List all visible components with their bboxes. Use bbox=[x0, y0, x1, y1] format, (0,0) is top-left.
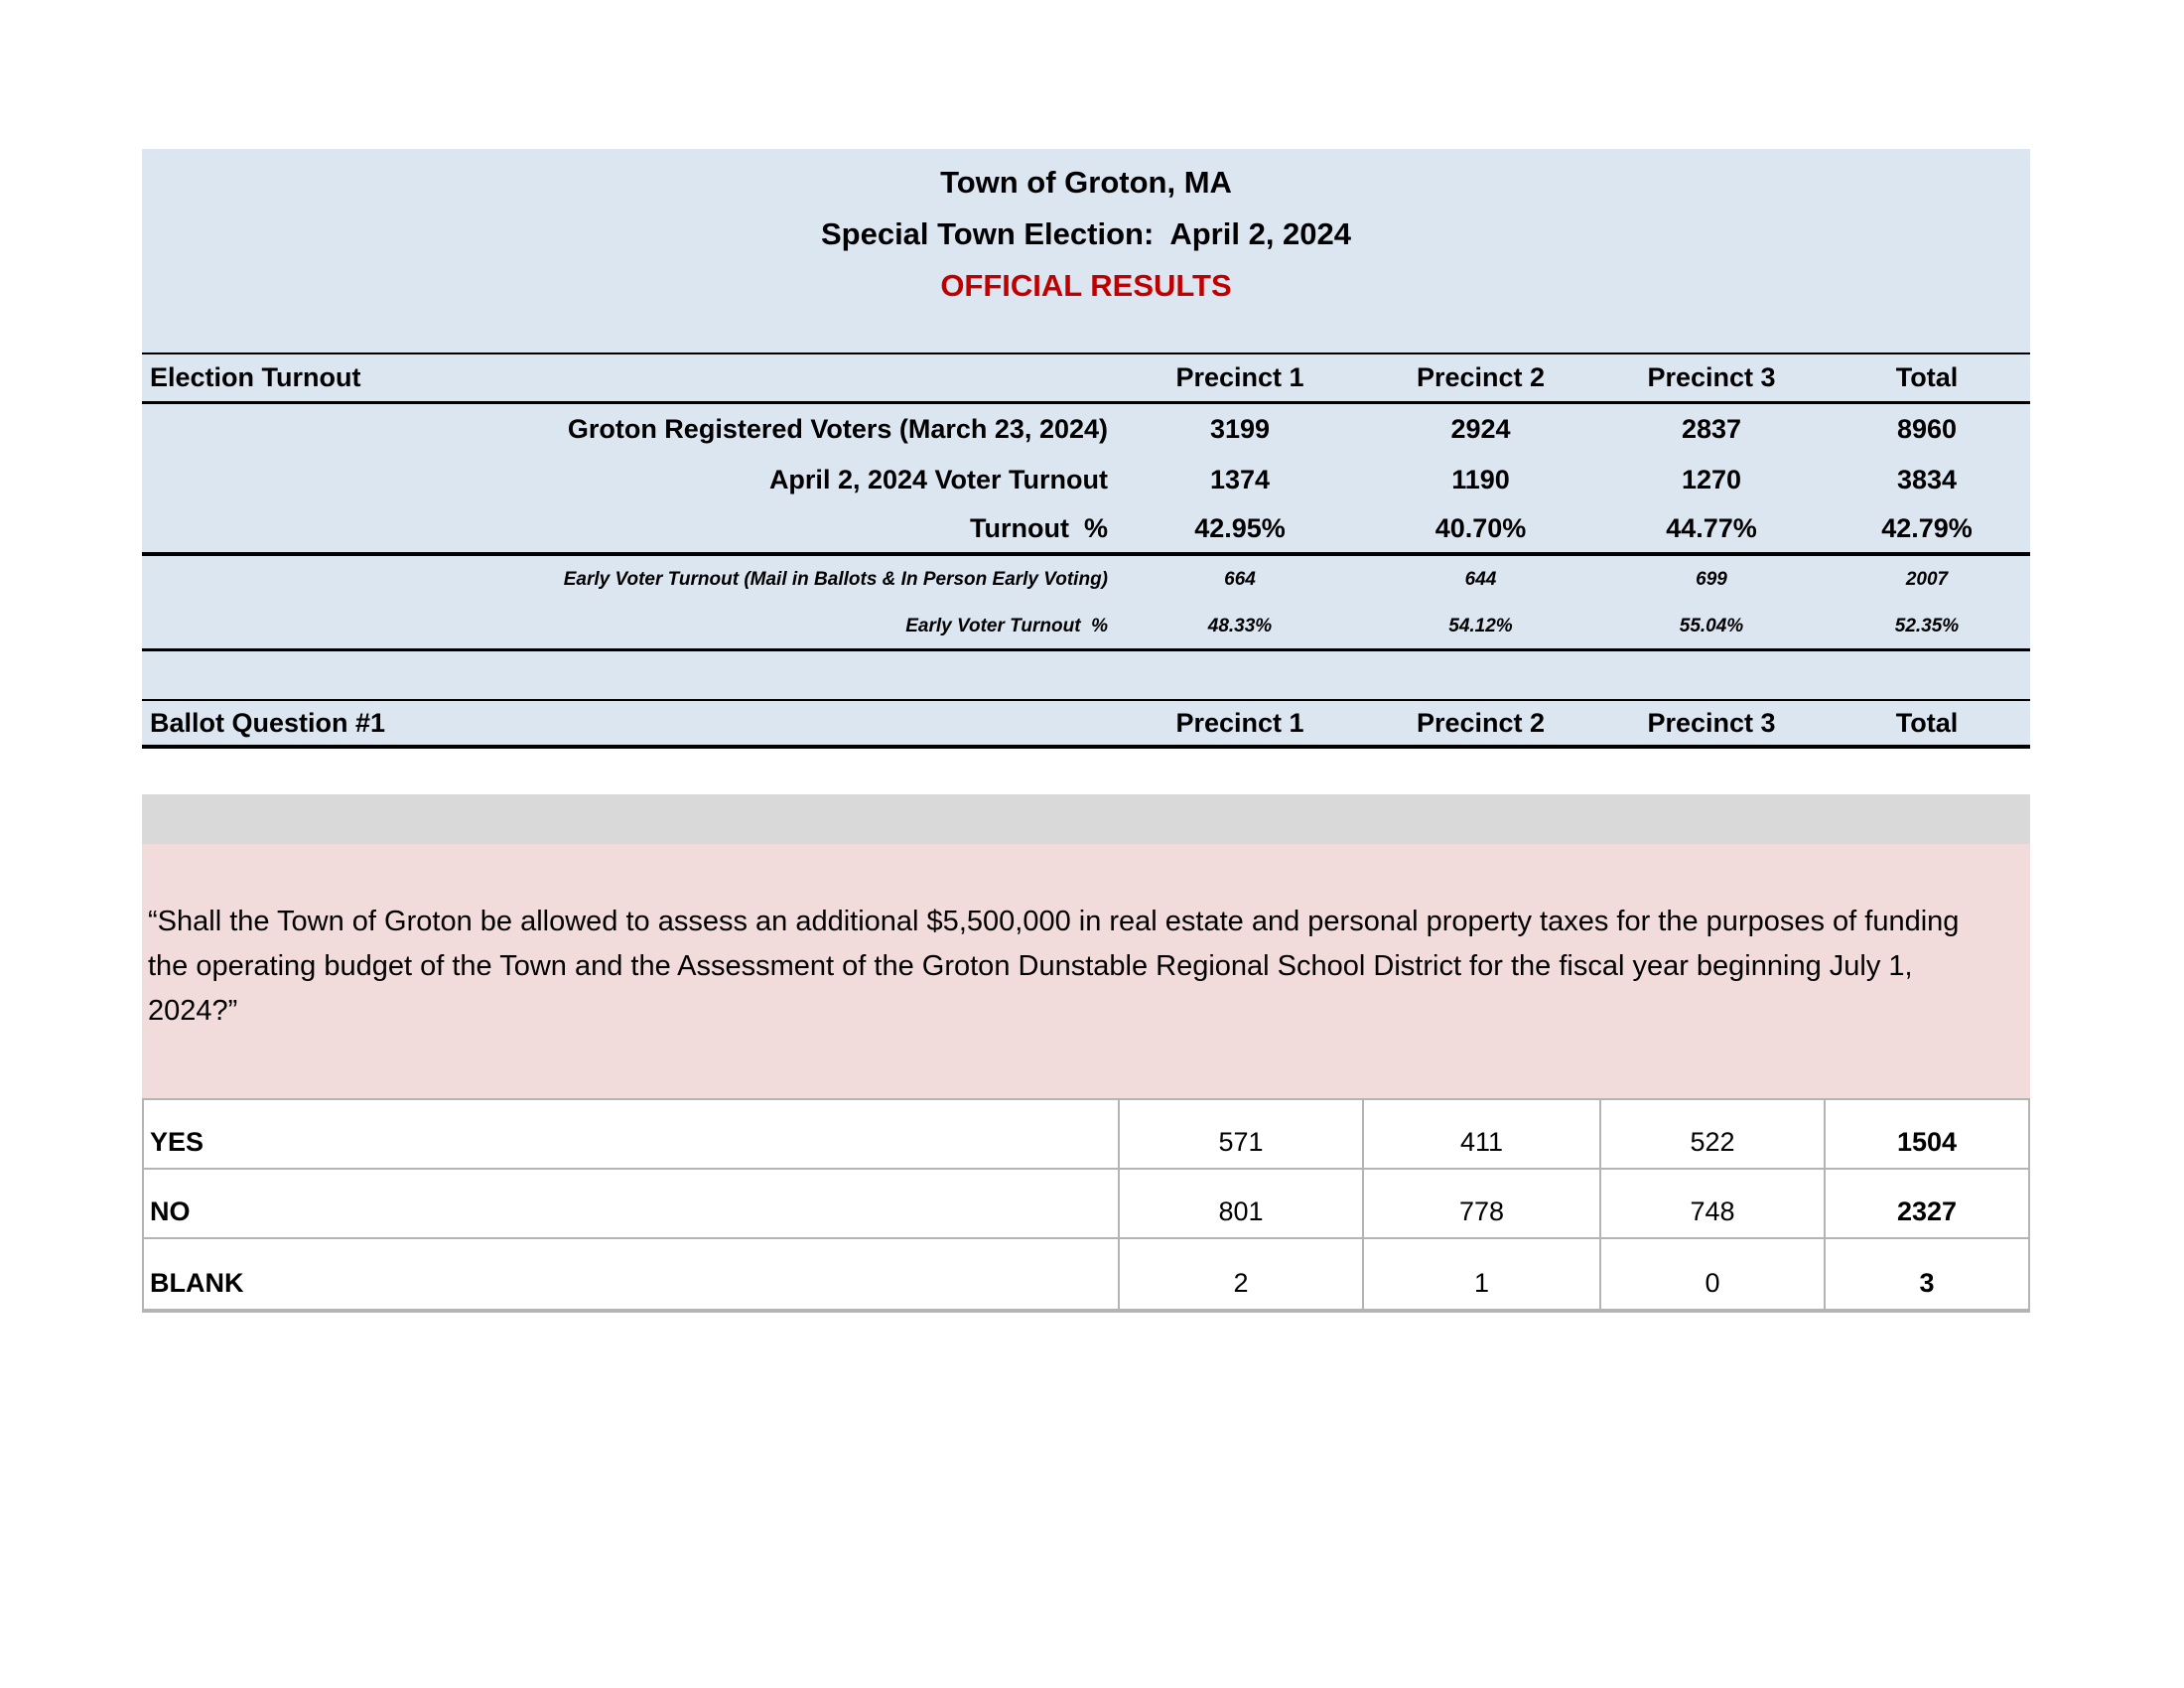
cell-value: 0 bbox=[1599, 1239, 1824, 1309]
official-results-label: OFFICIAL RESULTS bbox=[940, 268, 1232, 303]
table-row-early-voter-turnout bbox=[142, 556, 2030, 604]
ballot-results-table bbox=[142, 1098, 2030, 1313]
turnout-header-label: Election Turnout bbox=[150, 362, 361, 392]
table-row-yes bbox=[144, 1100, 2028, 1170]
row-label: NO bbox=[150, 1196, 191, 1226]
cell-value: 2924 bbox=[1450, 414, 1511, 444]
row-label: YES bbox=[150, 1127, 205, 1157]
cell-value: 54.12% bbox=[1448, 615, 1513, 636]
ballot-question-text: “Shall the Town of Groton be allowed to assess an additional $5,500,000 in real estate and personal property taxes for the purposes of funding the operating budget of the Town and the Assessment of the Groton Dunstable Regional School District for the fiscal year beginning July 1, 2024?” bbox=[148, 906, 1960, 1027]
column-header-precinct-1: Precinct 1 bbox=[1175, 707, 1304, 738]
cell-value: 1 bbox=[1362, 1239, 1599, 1309]
cell-value: 664 bbox=[1224, 569, 1256, 590]
cell-value: 42.79% bbox=[1881, 513, 1973, 543]
cell-value: 1374 bbox=[1209, 465, 1271, 494]
document-body bbox=[142, 149, 2030, 1313]
row-label: Early Voter Turnout % bbox=[905, 615, 1108, 636]
cell-value: 778 bbox=[1362, 1170, 1599, 1237]
cell-value: 52.35% bbox=[1894, 615, 1960, 636]
cell-value: 44.77% bbox=[1666, 513, 1757, 543]
column-header-precinct-3: Precinct 3 bbox=[1647, 707, 1776, 738]
cell-value: 42.95% bbox=[1194, 513, 1286, 543]
cell-value: 3834 bbox=[1896, 465, 1958, 494]
ballot-question-block bbox=[142, 844, 2030, 1098]
spacer-row bbox=[142, 651, 2030, 701]
row-label: Early Voter Turnout (Mail in Ballots & In Person Early Voting) bbox=[563, 569, 1108, 590]
gray-band bbox=[142, 794, 2030, 844]
title-block bbox=[142, 149, 2030, 352]
column-header-total: Total bbox=[1895, 362, 1959, 392]
row-label: Groton Registered Voters (March 23, 2024) bbox=[567, 414, 1108, 444]
ballot-question-label: Ballot Question #1 bbox=[150, 707, 386, 738]
cell-value: 522 bbox=[1599, 1100, 1824, 1168]
cell-total: 2327 bbox=[1824, 1170, 2028, 1237]
column-header-precinct-2: Precinct 2 bbox=[1416, 707, 1546, 738]
cell-value: 1190 bbox=[1451, 465, 1510, 494]
cell-value: 3199 bbox=[1209, 414, 1271, 444]
column-header-total: Total bbox=[1895, 707, 1959, 738]
cell-value: 411 bbox=[1362, 1100, 1599, 1168]
cell-value: 40.70% bbox=[1434, 513, 1527, 543]
table-row-registered-voters bbox=[142, 404, 2030, 455]
row-label: BLANK bbox=[150, 1268, 244, 1298]
cell-total: 1504 bbox=[1824, 1100, 2028, 1168]
cell-value: 8960 bbox=[1896, 414, 1958, 444]
ballot-question-header-row bbox=[142, 701, 2030, 749]
cell-value: 644 bbox=[1464, 569, 1497, 590]
cell-value: 748 bbox=[1599, 1170, 1824, 1237]
cell-value: 2837 bbox=[1681, 414, 1742, 444]
cell-value: 1270 bbox=[1681, 465, 1742, 494]
table-row-turnout-percent bbox=[142, 505, 2030, 556]
column-header-precinct-2: Precinct 2 bbox=[1416, 362, 1546, 392]
row-label: April 2, 2024 Voter Turnout bbox=[768, 465, 1108, 494]
cell-total: 3 bbox=[1824, 1239, 2028, 1309]
cell-value: 2007 bbox=[1905, 569, 1949, 590]
cell-value: 571 bbox=[1118, 1100, 1362, 1168]
table-row-no bbox=[144, 1170, 2028, 1239]
cell-value: 801 bbox=[1118, 1170, 1362, 1237]
column-header-precinct-3: Precinct 3 bbox=[1647, 362, 1776, 392]
column-header-precinct-1: Precinct 1 bbox=[1175, 362, 1304, 392]
cell-value: 48.33% bbox=[1207, 615, 1273, 636]
doc-subtitle: Special Town Election: April 2, 2024 bbox=[820, 216, 1352, 251]
table-row-early-voter-percent bbox=[142, 604, 2030, 651]
doc-title: Town of Groton, MA bbox=[940, 165, 1232, 200]
table-row-voter-turnout bbox=[142, 455, 2030, 505]
table-row-blank bbox=[144, 1239, 2028, 1309]
white-gap bbox=[142, 749, 2030, 794]
row-label: Turnout % bbox=[970, 513, 1108, 543]
cell-value: 699 bbox=[1696, 569, 1727, 590]
cell-value: 55.04% bbox=[1679, 615, 1744, 636]
cell-value: 2 bbox=[1118, 1239, 1362, 1309]
turnout-header-row bbox=[142, 352, 2030, 404]
